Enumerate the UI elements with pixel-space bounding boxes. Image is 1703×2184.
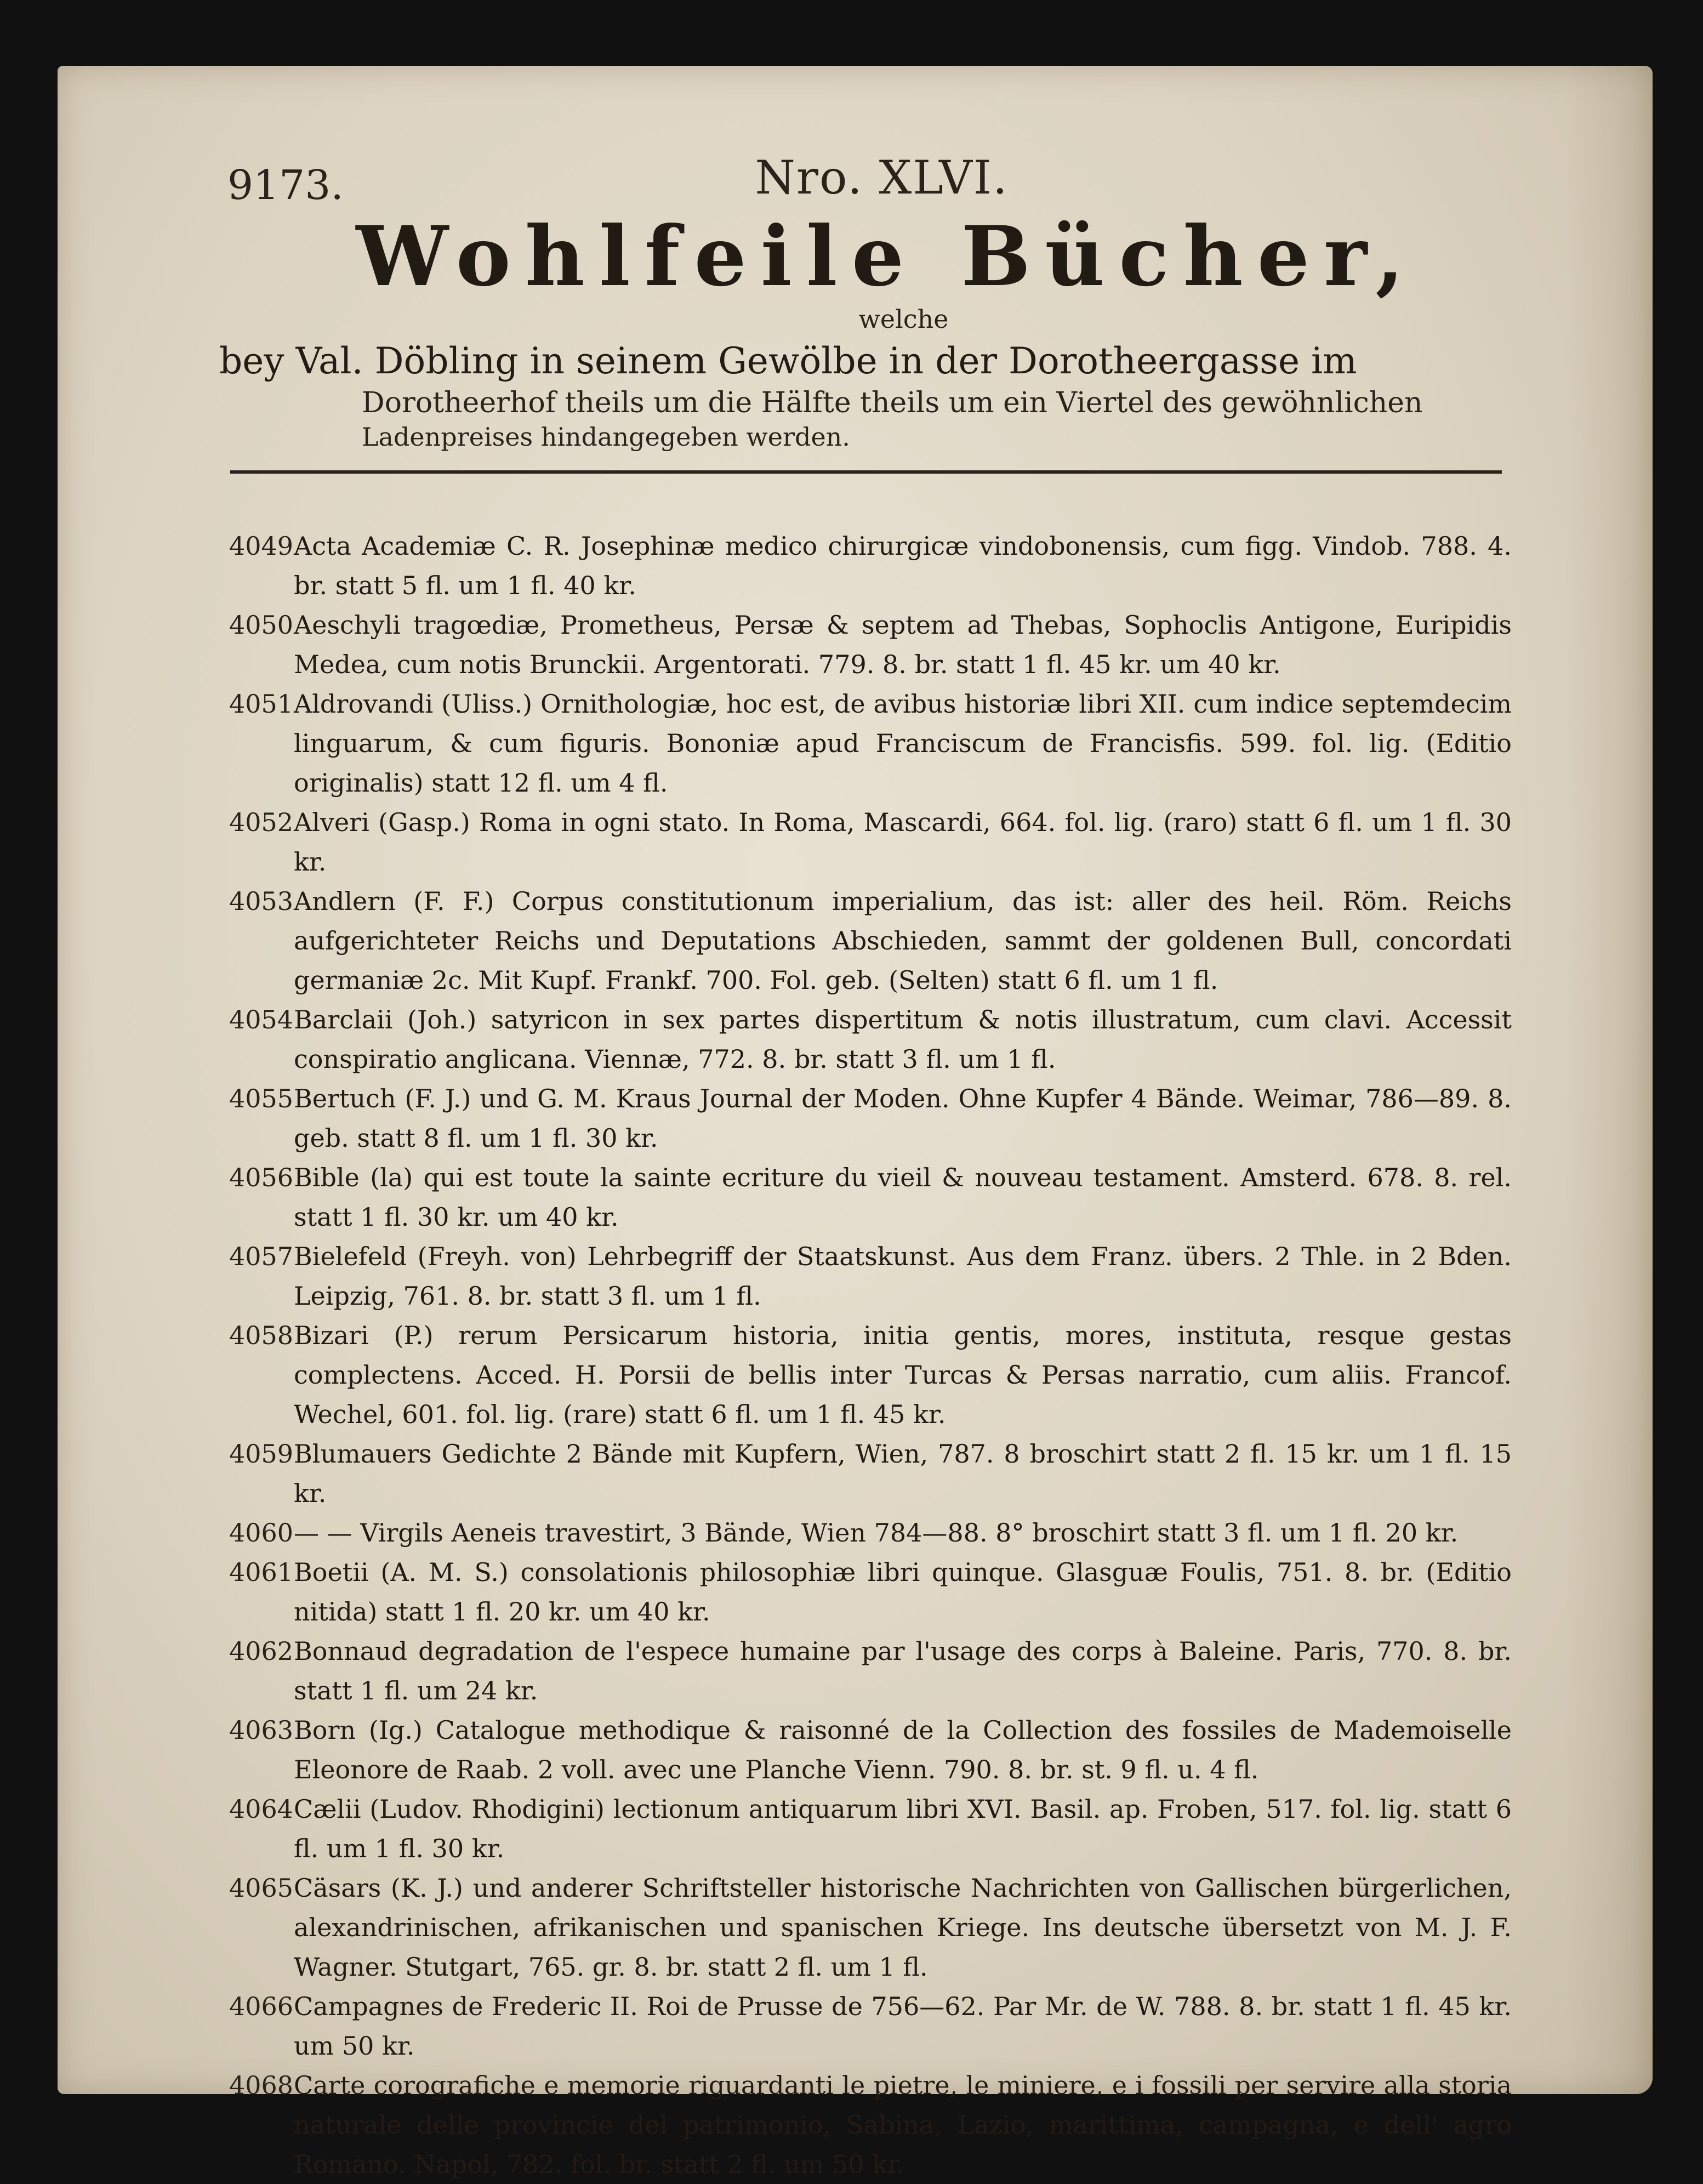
title-connector: welche (858, 304, 949, 334)
entry-text: Andlern (F. F.) Corpus constitutionum imperialium, das ist: aller des heil. Röm. Reichs aufgerichteter Reichs und Deputations Abschieden, sammt der goldenen Bull, concordati germaniæ 2c. Mit Kupf. Frankf. 700. Fol. geb. (Selten) statt 6 fl. um 1 fl. (294, 886, 1512, 995)
entry-number: 4050 (229, 610, 294, 640)
entry-text: Boetii (A. M. S.) consolationis philosophiæ libri quinque. Glasguæ Foulis, 751. 8. br. (Editio nitida) statt 1 fl. 20 kr. um 40 kr. (294, 1557, 1512, 1626)
catalogue-entry (229, 605, 1512, 684)
subtitle-line-2: Dorotheerhof theils um die Hälfte theils um ein Viertel des gewöhnlichen (362, 386, 1423, 419)
issue-number: Nro. XLVI. (755, 151, 1009, 204)
entry-number: 4063 (229, 1715, 294, 1745)
entry-text: Cælii (Ludov. Rhodigini) lectionum antiquarum libri XVI. Basil. ap. Froben, 517. fol. lig. statt 6 fl. um 1 fl. 30 kr. (294, 1794, 1512, 1863)
entry-number: 4049 (229, 531, 294, 561)
entry-text: Bible (la) qui est toute la sainte ecriture du vieil & nouveau testament. Amsterd. 678. 8. rel. statt 1 fl. 30 kr. um 40 kr. (294, 1163, 1512, 1232)
entry-text: Bertuch (F. J.) und G. M. Kraus Journal der Moden. Ohne Kupfer 4 Bände. Weimar, 786—89. 8. geb. statt 8 fl. um 1 fl. 30 kr. (294, 1084, 1512, 1153)
catalogue-entry (229, 1000, 1512, 1079)
entry-number: 4052 (229, 807, 294, 837)
catalogue-entry (229, 1710, 1512, 1789)
catalogue-entry (229, 1079, 1512, 1158)
entry-text: Bonnaud degradation de l'espece humaine par l'usage des corps à Baleine. Paris, 770. 8. br. statt 1 fl. um 24 kr. (294, 1636, 1512, 1705)
entry-text: Barclaii (Joh.) satyricon in sex partes dispertitum & notis illustratum, cum clavi. Accessit conspiratio anglicana. Viennæ, 772. 8. br. statt 3 fl. um 1 fl. (294, 1005, 1512, 1074)
entry-text: Bielefeld (Freyh. von) Lehrbegriff der Staatskunst. Aus dem Franz. übers. 2 Thle. in 2 Bden. Leipzig, 761. 8. br. statt 3 fl. um 1 fl. (294, 1242, 1512, 1311)
entry-text: Alveri (Gasp.) Roma in ogni stato. In Roma, Mascardi, 664. fol. lig. (raro) statt 6 fl. um 1 fl. 30 kr. (294, 807, 1512, 877)
catalogue-entry (229, 803, 1512, 881)
entry-number: 4066 (229, 1992, 294, 2021)
catalogue-entry (229, 526, 1512, 605)
entry-text: Acta Academiæ C. R. Josephinæ medico chirurgicæ vindobonensis, cum figg. Vindob. 788. 4. br. statt 5 fl. um 1 fl. 40 kr. (294, 531, 1512, 600)
page-number: 9173. (227, 162, 344, 209)
catalogue-list (229, 526, 1512, 2184)
catalogue-entry (229, 1237, 1512, 1316)
catalogue-entry (229, 1552, 1512, 1631)
catalogue-entry (229, 1789, 1512, 1868)
entry-number: 4051 (229, 689, 294, 719)
entry-text: Aeschyli tragœdiæ, Prometheus, Persæ & septem ad Thebas, Sophoclis Antigone, Euripidis Medea, cum notis Brunckii. Argentorati. 779. 8. br. statt 1 fl. 45 kr. um 40 kr. (294, 610, 1512, 679)
entry-number: 4054 (229, 1005, 294, 1034)
entry-number: 4055 (229, 1084, 294, 1113)
entry-number: 4065 (229, 1873, 294, 1903)
catalogue-entry (229, 1513, 1512, 1552)
paper-edge-shading (1565, 66, 1653, 2094)
entry-text: Blumauers Gedichte 2 Bände mit Kupfern, Wien, 787. 8 broschirt statt 2 fl. 15 kr. um 1 fl. 15 kr. (294, 1439, 1512, 1508)
catalogue-entry (229, 1316, 1512, 1434)
entry-text: Born (Ig.) Catalogue methodique & raisonné de la Collection des fossiles de Mademoiselle Eleonore de Raab. 2 voll. avec une Planche Vienn. 790. 8. br. st. 9 fl. u. 4 fl. (294, 1715, 1512, 1784)
entry-text: Campagnes de Frederic II. Roi de Prusse de 756—62. Par Mr. de W. 788. 8. br. statt 1 fl. 45 kr. um 50 kr. (294, 1992, 1512, 2061)
entry-number: 4058 (229, 1321, 294, 1350)
entry-number: 4059 (229, 1439, 294, 1469)
entry-number: 4057 (229, 1242, 294, 1271)
page-title: Wohlfeile Bücher, (356, 208, 1419, 305)
catalogue-entry (229, 1631, 1512, 1710)
entry-text: Bizari (P.) rerum Persicarum historia, initia gentis, mores, instituta, resque gestas complectens. Acced. H. Porsii de bellis inter Turcas & Persas narratio, cum aliis. Francof. Wechel, 601. fol. lig. (rare) statt 6 fl. um 1 fl. 45 kr. (294, 1321, 1512, 1429)
catalogue-entry (229, 684, 1512, 803)
entry-number: 4060 (229, 1518, 294, 1548)
entry-number: 4056 (229, 1163, 294, 1192)
subtitle-line-1: bey Val. Döbling in seinem Gewölbe in der Dorotheergasse im (219, 340, 1357, 382)
catalogue-entry (229, 1868, 1512, 1987)
entry-number: 4062 (229, 1636, 294, 1666)
catalogue-entry (229, 1987, 1512, 2066)
entry-text: Cäsars (K. J.) und anderer Schriftsteller historische Nachrichten von Gallischen bürgerlichen, alexandrinischen, afrikanischen und spanischen Kriege. Ins deutsche übersetzt von M. J. F. Wagner. Stutgart, 765. gr. 8. br. statt 2 fl. um 1 fl. (294, 1873, 1512, 1982)
entry-text: — — Virgils Aeneis travestirt, 3 Bände, Wien 784—88. 8° broschirt statt 3 fl. um 1 fl. 20 kr. (294, 1518, 1459, 1548)
entry-number: 4053 (229, 886, 294, 916)
catalogue-entry (229, 1434, 1512, 1513)
catalogue-entry (229, 2066, 1512, 2184)
entry-text: Carte corografiche e memorie riguardanti le pietre, le miniere, e i fossili per servire alla storia naturale delle provincie del patrimonio, Sabina, Lazio, marittima, campagna, e dell' agro Romano. Napol, 782. fol. br. statt 2 fl. um 50 kr. (294, 2071, 1512, 2179)
subtitle-line-3: Ladenpreises hindangegeben werden. (362, 422, 850, 452)
header-rule (230, 470, 1502, 474)
entry-number: 4064 (229, 1794, 294, 1824)
entry-number: 4061 (229, 1557, 294, 1587)
entry-text: Aldrovandi (Uliss.) Ornithologiæ, hoc est, de avibus historiæ libri XII. cum indice septemdecim linguarum, & cum figuris. Bononiæ apud Franciscum de Francisfis. 599. fol. lig. (Editio originalis) statt 12 fl. um 4 fl. (294, 689, 1512, 798)
catalogue-entry (229, 1158, 1512, 1237)
entry-number: 4068 (229, 2071, 294, 2100)
catalogue-entry (229, 881, 1512, 1000)
